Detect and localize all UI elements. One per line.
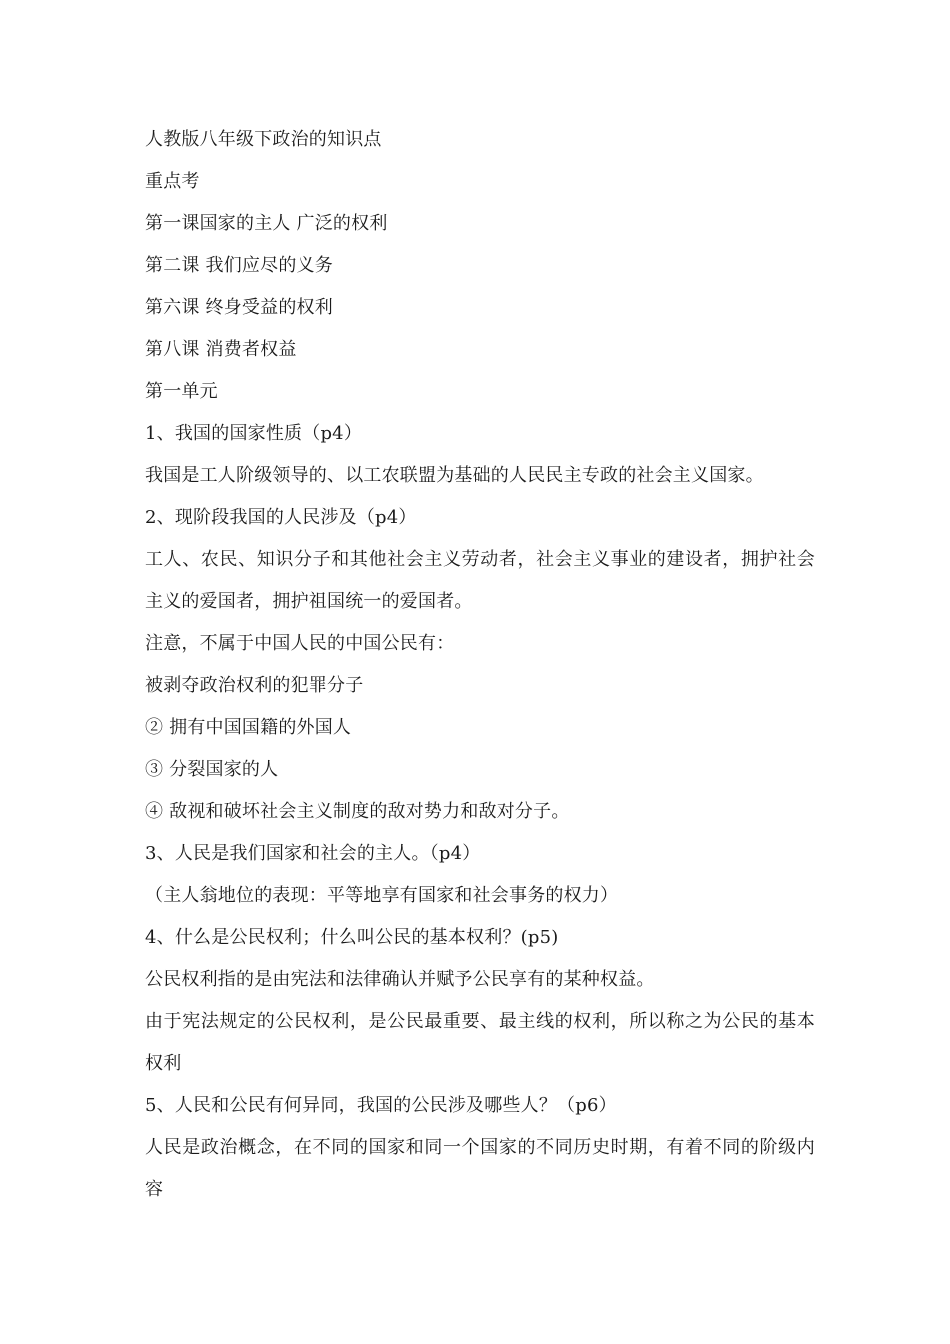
document-body <box>145 119 815 1211</box>
note-item-2: ② 拥有中国国籍的外国人 <box>145 717 352 738</box>
answer-1: 我国是工人阶级领导的、以工农联盟为基础的人民民主专政的社会主义国家。 <box>145 465 764 486</box>
focus-lesson-1: 第一课国家的主人 广泛的权利 <box>145 213 388 234</box>
focus-lesson-3: 第六课 终身受益的权利 <box>145 297 333 318</box>
question-2: 2、现阶段我国的人民涉及（p4） <box>145 507 417 528</box>
answer-4-basic-rights: 由于宪法规定的公民权利，是公民最重要、最主线的权利，所以称之为公民的基本权利 <box>145 1011 815 1074</box>
question-4: 4、什么是公民权利；什么叫公民的基本权利？(p5) <box>145 927 559 948</box>
focus-heading: 重点考 <box>145 171 200 192</box>
question-3: 3、人民是我们国家和社会的主人。（p4） <box>145 843 481 864</box>
focus-lesson-2: 第二课 我们应尽的义务 <box>145 255 333 276</box>
note-item-3: ③ 分裂国家的人 <box>145 759 279 780</box>
question-5: 5、人民和公民有何异同，我国的公民涉及哪些人？（p6） <box>145 1095 617 1116</box>
note-heading: 注意，不属于中国人民的中国公民有： <box>145 633 455 654</box>
answer-4-definition: 公民权利指的是由宪法和法律确认并赋予公民享有的某种权益。 <box>145 969 655 990</box>
focus-lesson-4: 第八课 消费者权益 <box>145 339 297 360</box>
note-item-1: 被剥夺政治权利的犯罪分子 <box>145 675 364 696</box>
answer-5: 人民是政治概念，在不同的国家和同一个国家的不同历史时期，有着不同的阶级内容 <box>145 1137 815 1200</box>
note-item-4: ④ 敌视和破坏社会主义制度的敌对势力和敌对分子。 <box>145 801 570 822</box>
document-title: 人教版八年级下政治的知识点 <box>145 129 382 150</box>
answer-2: 工人、农民、知识分子和其他社会主义劳动者，社会主义事业的建设者，拥护社会主义的爱国者，拥护祖国统一的爱国者。 <box>145 549 815 612</box>
answer-3: （主人翁地位的表现：平等地享有国家和社会事务的权力） <box>145 885 619 906</box>
question-1: 1、我国的国家性质（p4） <box>145 423 363 444</box>
unit-heading: 第一单元 <box>145 381 218 402</box>
